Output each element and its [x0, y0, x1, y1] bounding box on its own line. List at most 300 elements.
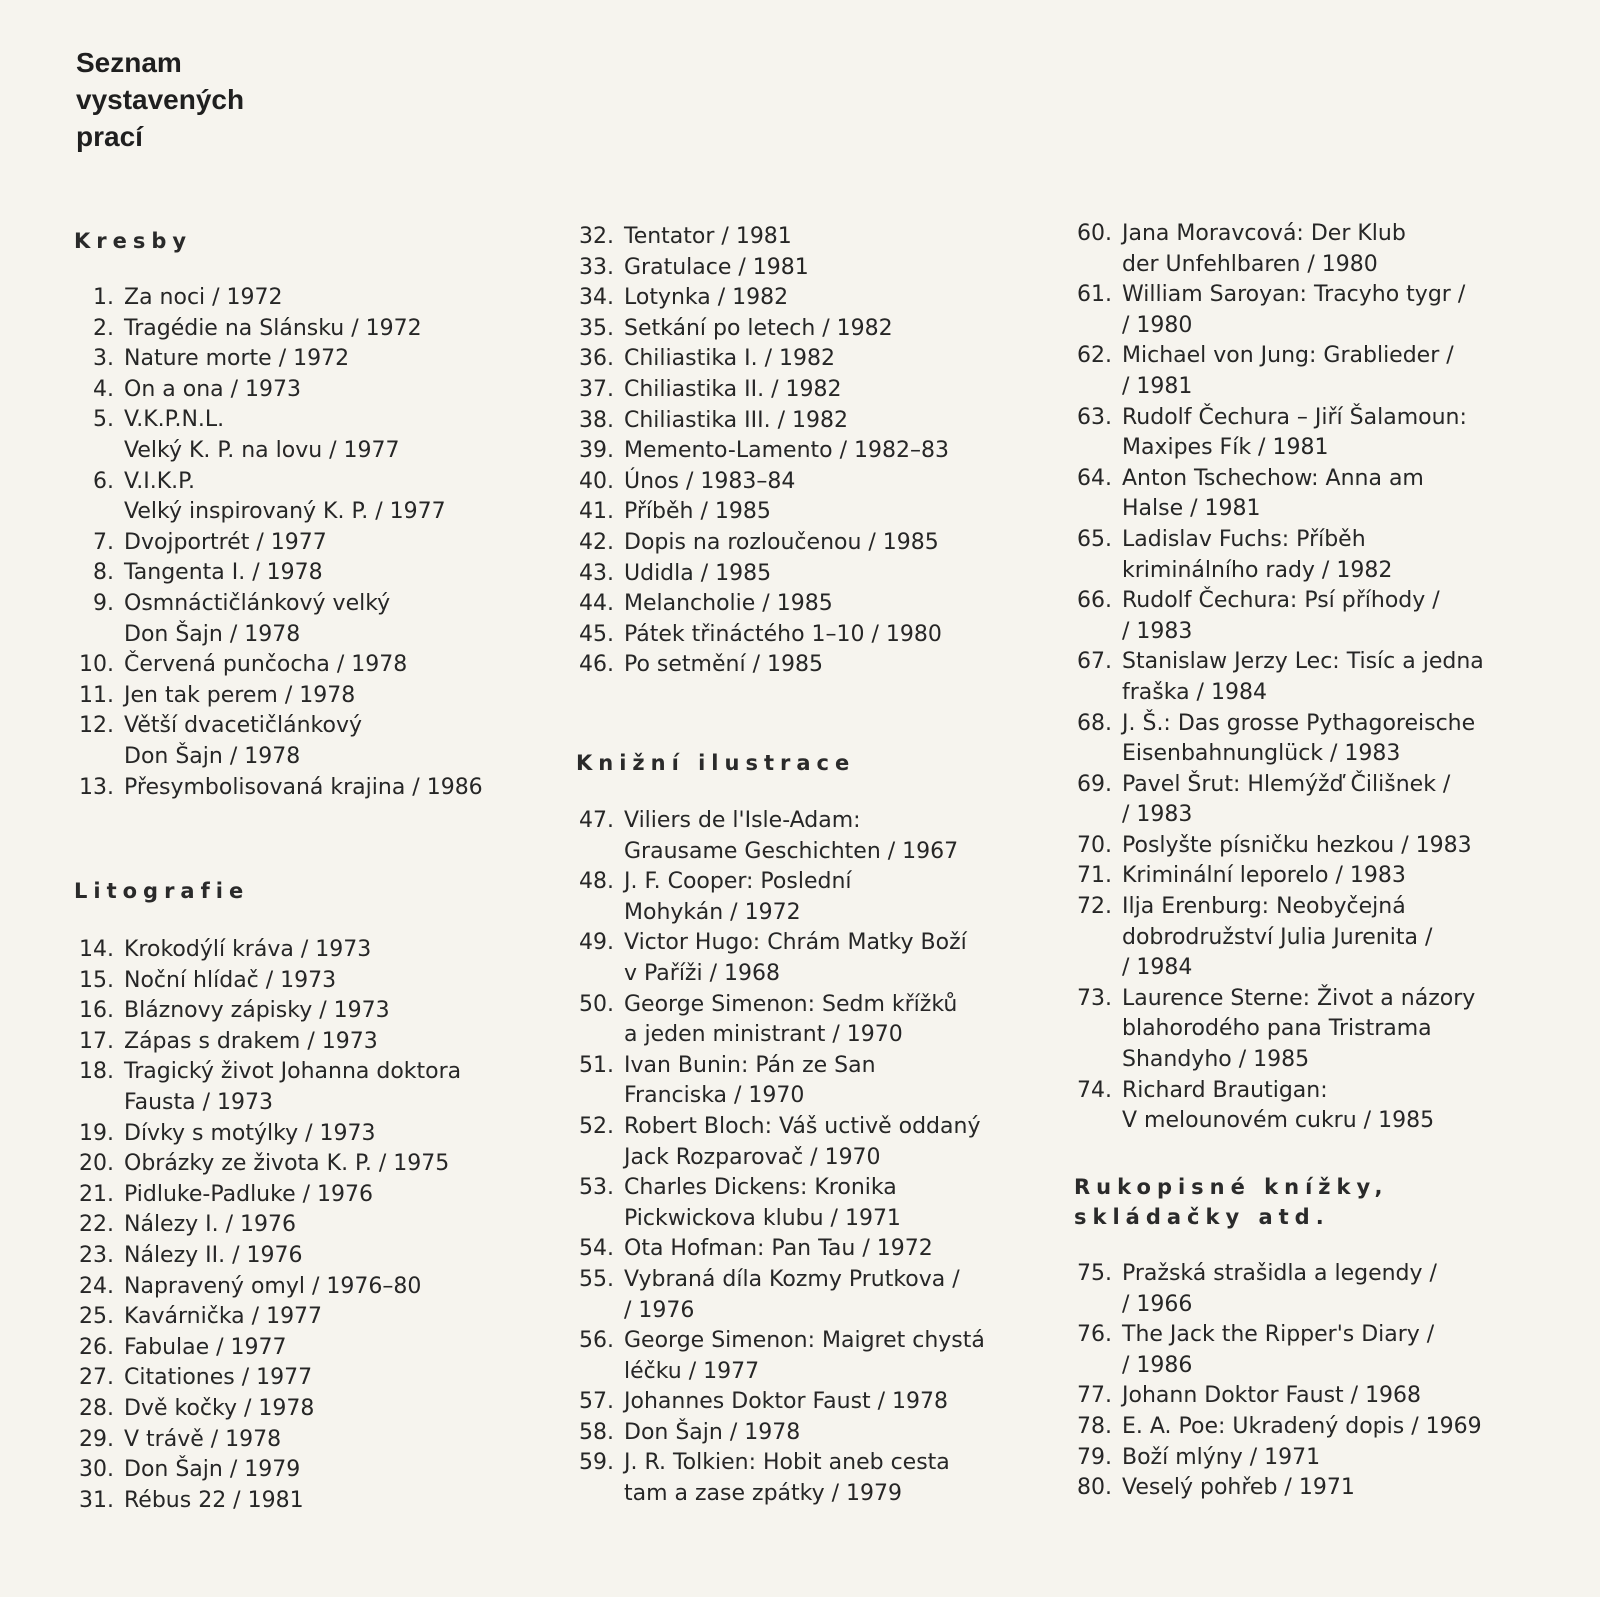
item-text-line: Dvě kočky / 1978: [124, 1395, 315, 1421]
item-text-line: Setkání po letech / 1982: [624, 315, 893, 341]
item-number: 39.: [579, 438, 614, 464]
list-knizni-ilustrace-continued: [1064, 219, 1484, 1137]
item-text-line: Richard Brautigan:: [1122, 1077, 1328, 1103]
item-number: 21.: [79, 1181, 114, 1207]
item-text: [614, 928, 967, 989]
item-text: [114, 1486, 304, 1517]
item-text-line: Přesymbolisovaná krajina / 1986: [124, 774, 483, 800]
item-text: [614, 467, 795, 498]
item-text-line: E. A. Poe: Ukradený dopis / 1969: [1122, 1413, 1482, 1439]
list-item: [566, 283, 949, 314]
item-text-line: Shandyho / 1985: [1122, 1047, 1310, 1073]
list-item: [1064, 280, 1484, 341]
item-text: [114, 711, 362, 772]
item-text-line: Tragédie na Slánsku / 1972: [124, 315, 422, 341]
item-text: [614, 650, 823, 681]
list-item: [1064, 1381, 1482, 1412]
list-item: [566, 589, 949, 620]
item-text: [614, 1173, 901, 1234]
item-number: 28.: [79, 1395, 114, 1421]
item-number: 19.: [79, 1120, 114, 1146]
item-text-line: Maxipes Fík / 1981: [1122, 435, 1329, 461]
item-text-line: Noční hlídač / 1973: [124, 967, 337, 993]
item-number: 20.: [79, 1151, 114, 1177]
item-text-line: Pražská strašidla a legendy /: [1122, 1261, 1437, 1286]
item-number: 60.: [1077, 221, 1112, 246]
item-text-line: Stanislaw Jerzy Lec: Tisíc a jedna: [1122, 649, 1484, 675]
item-text: [114, 1363, 312, 1394]
item-text-line: Tentator / 1981: [624, 224, 792, 249]
item-text: [1112, 586, 1440, 647]
list-item: [566, 467, 949, 498]
item-text: [114, 1057, 461, 1118]
list-item: [566, 1051, 985, 1112]
list-litografie: [66, 935, 461, 1516]
item-text: [614, 314, 893, 345]
item-text-line: Johann Doktor Faust / 1968: [1122, 1383, 1422, 1409]
item-text-line: Krokodýlí kráva / 1973: [124, 937, 372, 962]
item-number: 45.: [579, 621, 614, 647]
list-item: [66, 681, 483, 712]
item-text: [1112, 464, 1424, 525]
list-item: [566, 1387, 985, 1418]
item-text: [114, 935, 371, 966]
item-text-line: Zápas s drakem / 1973: [124, 1028, 378, 1054]
item-number: 18.: [79, 1059, 114, 1085]
item-number: 35.: [579, 315, 614, 341]
item-text-line: Fabulae / 1977: [124, 1334, 287, 1360]
item-text-line: Halse / 1981: [1122, 496, 1261, 522]
list-item: [566, 253, 949, 284]
item-text-line: J. Š.: Das grosse Pythagoreische: [1122, 710, 1476, 736]
list-item: [66, 1333, 461, 1364]
list-item: [66, 1057, 461, 1118]
item-text: [614, 559, 771, 590]
item-text-line: Franciska / 1970: [624, 1083, 805, 1109]
item-number: 8.: [93, 560, 114, 586]
item-number: 41.: [579, 499, 614, 525]
list-item: [66, 1455, 461, 1486]
item-number: 5.: [93, 407, 114, 433]
item-text: [114, 1180, 373, 1211]
item-text: [114, 1394, 314, 1425]
item-text: [1112, 861, 1406, 892]
item-text-line: Victor Hugo: Chrám Matky Boží: [624, 930, 967, 956]
item-text: [614, 1387, 948, 1418]
item-text: [1112, 1320, 1434, 1381]
item-number: 30.: [79, 1457, 114, 1483]
list-item: [66, 935, 461, 966]
item-number: 7.: [93, 529, 114, 555]
item-text-line: Jana Moravcová: Der Klub: [1122, 221, 1406, 246]
item-text: [114, 996, 390, 1027]
list-item: [566, 375, 949, 406]
list-item: [566, 1173, 985, 1234]
item-number: 80.: [1077, 1475, 1112, 1501]
item-number: 13.: [79, 774, 114, 800]
list-item: [566, 436, 949, 467]
item-number: 22.: [79, 1212, 114, 1238]
item-text: [1112, 1443, 1320, 1474]
item-number: 56.: [579, 1328, 614, 1354]
item-text-line: Dvojportrét / 1977: [124, 529, 327, 555]
heading-line: Litografie: [74, 879, 250, 903]
item-text-line: Don Šajn / 1979: [124, 1457, 301, 1483]
item-text: [614, 436, 949, 467]
item-number: 55.: [579, 1266, 614, 1292]
item-text: [114, 773, 483, 804]
heading-line: Kresby: [74, 229, 193, 253]
item-number: 29.: [79, 1426, 114, 1452]
item-text-line: Nálezy I. / 1976: [124, 1212, 297, 1238]
item-text: [1112, 892, 1432, 984]
item-text: [1112, 1412, 1482, 1443]
list-item: [66, 283, 483, 314]
list-item: [66, 996, 461, 1027]
item-text: [614, 1265, 960, 1326]
item-number: 24.: [79, 1273, 114, 1299]
item-number: 57.: [579, 1389, 614, 1415]
item-text-line: léčku / 1977: [624, 1358, 760, 1384]
list-item: [1064, 984, 1484, 1076]
list-item: [566, 1234, 985, 1265]
item-text-line: Lotynka / 1982: [624, 285, 789, 311]
item-text-line: Mohykán / 1972: [624, 899, 801, 925]
item-text-line: a jeden ministrant / 1970: [624, 1022, 903, 1048]
item-text-line: Tangenta I. / 1978: [124, 560, 323, 586]
item-text: [614, 283, 788, 314]
item-number: 78.: [1077, 1413, 1112, 1439]
item-number: 26.: [79, 1334, 114, 1360]
item-text-line: Nature morte / 1972: [124, 346, 350, 372]
item-number: 59.: [579, 1450, 614, 1476]
heading-line: Knižní ilustrace: [576, 751, 856, 775]
item-number: 62.: [1077, 343, 1112, 369]
item-number: 9.: [93, 590, 114, 616]
item-text-line: George Simenon: Maigret chystá: [624, 1328, 985, 1354]
item-number: 74.: [1077, 1077, 1112, 1103]
list-item: [1064, 1412, 1482, 1443]
item-text: [614, 1051, 876, 1112]
item-text-line: Kavárnička / 1977: [124, 1304, 323, 1330]
list-item: [566, 1265, 985, 1326]
item-number: 58.: [579, 1419, 614, 1445]
item-text: [614, 589, 833, 620]
list-item: [566, 559, 949, 590]
item-number: 65.: [1077, 526, 1112, 552]
item-text-line: Anton Tschechow: Anna am: [1122, 465, 1424, 491]
list-item: [1064, 464, 1484, 525]
list-item: [566, 406, 949, 437]
item-text-line: The Jack the Ripper's Diary /: [1122, 1322, 1435, 1348]
item-text: [614, 406, 848, 437]
item-number: 40.: [579, 468, 614, 494]
list-item: [566, 497, 949, 528]
item-number: 53.: [579, 1175, 614, 1201]
list-item: [66, 773, 483, 804]
item-text: [1112, 647, 1484, 708]
item-number: 68.: [1077, 710, 1112, 736]
heading-line: skládačky atd.: [1074, 1205, 1330, 1229]
item-text-line: Ota Hofman: Pan Tau / 1972: [624, 1236, 933, 1262]
item-text-line: Jen tak perem / 1978: [124, 682, 356, 708]
item-number: 71.: [1077, 863, 1112, 889]
list-item: [566, 990, 985, 1051]
item-number: 70.: [1077, 832, 1112, 858]
item-text: [1112, 525, 1392, 586]
list-item: [1064, 892, 1484, 984]
item-text: [614, 1234, 933, 1265]
heading-line: vystavených: [76, 84, 245, 115]
list-item: [1064, 1076, 1484, 1137]
item-text-line: Napravený omyl / 1976–80: [124, 1273, 422, 1299]
item-text-line: Příběh / 1985: [624, 499, 771, 525]
list-item: [1064, 341, 1484, 402]
item-text-line: William Saroyan: Tracyho tygr /: [1122, 282, 1466, 308]
item-text: [114, 1302, 322, 1333]
item-text-line: Pidluke-Padluke / 1976: [124, 1181, 374, 1207]
item-number: 36.: [579, 346, 614, 372]
list-item: [66, 1119, 461, 1150]
item-text-line: / 1983: [1122, 618, 1193, 644]
item-text-line: Pavel Šrut: Hlemýžď Čilišnek /: [1122, 771, 1451, 797]
list-item: [566, 1112, 985, 1173]
item-text-line: V.K.P.N.L.: [124, 407, 225, 433]
item-text-line: blahorodého pana Tristrama: [1122, 1016, 1432, 1042]
list-item: [66, 711, 483, 772]
item-number: 33.: [579, 254, 614, 280]
list-item: [66, 650, 483, 681]
item-text: [114, 681, 355, 712]
item-text: [114, 1241, 303, 1272]
list-rukopisne: [1064, 1259, 1482, 1504]
item-number: 46.: [579, 652, 614, 678]
page-title: [76, 44, 244, 155]
item-text-line: V melounovém cukru / 1985: [1122, 1108, 1435, 1134]
item-text-line: Červená punčocha / 1978: [124, 652, 408, 678]
item-text-line: / 1983: [1122, 802, 1193, 828]
item-text-line: Rudolf Čechura: Psí příhody /: [1122, 588, 1440, 614]
item-text-line: Memento-Lamento / 1982–83: [624, 438, 949, 464]
item-text-line: Chiliastika III. / 1982: [624, 407, 848, 433]
list-item: [566, 528, 949, 559]
item-text-line: V.I.K.P.: [124, 468, 195, 494]
list-item: [66, 1027, 461, 1058]
list-item: [1064, 831, 1484, 862]
item-text-line: Ladislav Fuchs: Příběh: [1122, 526, 1366, 552]
heading-line: Seznam: [76, 47, 182, 78]
item-text-line: J. R. Tolkien: Hobit aneb cesta: [624, 1450, 950, 1476]
item-text: [1112, 770, 1450, 831]
item-text-line: Kriminální leporelo / 1983: [1122, 863, 1406, 889]
item-number: 75.: [1077, 1261, 1112, 1286]
list-item: [66, 1149, 461, 1180]
list-item: [566, 806, 985, 867]
item-text: [1112, 219, 1406, 280]
item-text-line: Za noci / 1972: [124, 285, 283, 310]
list-item: [66, 1425, 461, 1456]
item-text: [1112, 709, 1475, 770]
item-text: [114, 589, 390, 650]
item-number: 50.: [579, 991, 614, 1017]
item-text: [614, 806, 958, 867]
item-text: [114, 467, 446, 528]
item-text: [614, 867, 852, 928]
item-text-line: Grausame Geschichten / 1967: [624, 838, 959, 864]
item-text: [614, 497, 771, 528]
list-item: [66, 1180, 461, 1211]
item-text-line: J. F. Cooper: Poslední: [624, 869, 852, 895]
item-number: 25.: [79, 1304, 114, 1330]
list-item: [566, 1448, 985, 1509]
list-kresby: [66, 283, 483, 803]
list-item: [566, 928, 985, 989]
item-text-line: Osmnáctičlánkový velký: [124, 590, 391, 616]
item-number: 12.: [79, 713, 114, 739]
section-heading-knizni-ilustrace: [576, 748, 855, 778]
item-number: 37.: [579, 376, 614, 402]
item-text-line: / 1986: [1122, 1352, 1193, 1378]
list-item: [1064, 709, 1484, 770]
item-text: [114, 966, 336, 997]
item-number: 3.: [93, 346, 114, 372]
list-item: [1064, 770, 1484, 831]
list-item: [566, 867, 985, 928]
item-number: 17.: [79, 1028, 114, 1054]
item-text: [614, 1448, 950, 1509]
item-text-line: Bláznovy zápisky / 1973: [124, 998, 390, 1024]
item-text-line: der Unfehlbaren / 1980: [1122, 251, 1378, 277]
item-text-line: / 1976: [624, 1297, 695, 1323]
item-text: [614, 344, 835, 375]
item-number: 64.: [1077, 465, 1112, 491]
item-number: 52.: [579, 1113, 614, 1139]
list-litografie-continued: [566, 222, 949, 681]
item-text: [1112, 1259, 1437, 1320]
item-number: 6.: [93, 468, 114, 494]
item-number: 38.: [579, 407, 614, 433]
item-number: 49.: [579, 930, 614, 956]
item-text-line: Michael von Jung: Grablieder /: [1122, 343, 1454, 369]
list-item: [1064, 861, 1484, 892]
item-number: 4.: [93, 376, 114, 402]
item-text: [1112, 831, 1472, 862]
item-number: 14.: [79, 937, 114, 962]
list-item: [566, 620, 949, 651]
item-text: [114, 283, 283, 314]
item-number: 66.: [1077, 588, 1112, 614]
item-text: [114, 1027, 378, 1058]
list-item: [566, 222, 949, 253]
item-number: 47.: [579, 808, 614, 833]
item-number: 23.: [79, 1242, 114, 1268]
item-text: [114, 650, 407, 681]
list-item: [66, 966, 461, 997]
list-item: [566, 344, 949, 375]
list-item: [1064, 1320, 1482, 1381]
list-item: [66, 1302, 461, 1333]
list-item: [566, 1418, 985, 1449]
item-text-line: Rébus 22 / 1981: [124, 1487, 304, 1513]
item-number: 43.: [579, 560, 614, 586]
item-text-line: Tragický život Johanna doktora: [124, 1059, 462, 1085]
item-text: [1112, 1473, 1355, 1504]
item-text: [614, 990, 957, 1051]
item-number: 48.: [579, 869, 614, 895]
item-text: [614, 528, 939, 559]
item-text-line: Rudolf Čechura – Jiří Šalamoun:: [1122, 404, 1467, 430]
item-text-line: Gratulace / 1981: [624, 254, 809, 280]
item-text: [614, 620, 942, 651]
item-text-line: Ivan Bunin: Pán ze San: [624, 1052, 876, 1078]
list-item: [66, 1272, 461, 1303]
item-number: 2.: [93, 315, 114, 341]
item-text-line: Citationes / 1977: [124, 1365, 313, 1391]
item-number: 44.: [579, 591, 614, 617]
list-item: [566, 1326, 985, 1387]
item-text-line: Velký inspirovaný K. P. / 1977: [124, 499, 446, 525]
item-text-line: V trávě / 1978: [124, 1426, 282, 1452]
item-number: 31.: [79, 1487, 114, 1513]
item-text: [114, 1333, 287, 1364]
item-text-line: Dopis na rozloučenou / 1985: [624, 529, 939, 555]
list-item: [66, 1486, 461, 1517]
item-text-line: Vybraná díla Kozmy Prutkova /: [624, 1266, 960, 1292]
item-text-line: Poslyšte písničku hezkou / 1983: [1122, 832, 1472, 858]
item-number: 1.: [93, 285, 114, 310]
item-text-line: Nálezy II. / 1976: [124, 1242, 303, 1268]
item-number: 27.: [79, 1365, 114, 1391]
item-text-line: Větší dvacetičlánkový: [124, 713, 362, 739]
item-text: [1112, 1076, 1434, 1137]
item-text: [1112, 984, 1475, 1076]
item-text-line: Udidla / 1985: [624, 560, 772, 586]
item-text-line: Chiliastika II. / 1982: [624, 376, 842, 402]
list-knizni-ilustrace: [566, 806, 985, 1510]
item-text-line: Po setmění / 1985: [624, 652, 823, 678]
item-text: [1112, 403, 1467, 464]
item-text-line: Fausta / 1973: [124, 1089, 274, 1115]
list-item: [1064, 647, 1484, 708]
list-item: [66, 558, 483, 589]
item-number: 69.: [1077, 771, 1112, 797]
item-text: [1112, 1381, 1421, 1412]
item-text-line: Don Šajn / 1978: [124, 621, 301, 647]
section-heading-rukopisne: [1074, 1172, 1389, 1232]
item-text-line: Robert Bloch: Váš uctivě oddaný: [624, 1113, 981, 1139]
list-item: [66, 589, 483, 650]
item-text-line: Velký K. P. na lovu / 1977: [124, 437, 400, 463]
item-number: 42.: [579, 529, 614, 555]
list-item: [1064, 525, 1484, 586]
section-heading-litografie: [74, 876, 249, 906]
list-item: [566, 314, 949, 345]
item-text-line: Don Šajn / 1978: [124, 743, 301, 769]
item-text-line: / 1984: [1122, 955, 1193, 981]
item-text-line: kriminálního rady / 1982: [1122, 557, 1393, 583]
list-item: [1064, 1443, 1482, 1474]
item-text: [614, 1326, 985, 1387]
item-text-line: v Paříži / 1968: [624, 960, 780, 986]
list-item: [66, 405, 483, 466]
item-number: 67.: [1077, 649, 1112, 675]
item-text-line: George Simenon: Sedm křížků: [624, 991, 958, 1017]
item-text-line: Obrázky ze života K. P. / 1975: [124, 1151, 450, 1177]
item-text: [114, 528, 327, 559]
item-text: [1112, 341, 1454, 402]
item-text-line: / 1966: [1122, 1291, 1193, 1317]
item-text-line: Eisenbahnunglück / 1983: [1122, 741, 1401, 767]
